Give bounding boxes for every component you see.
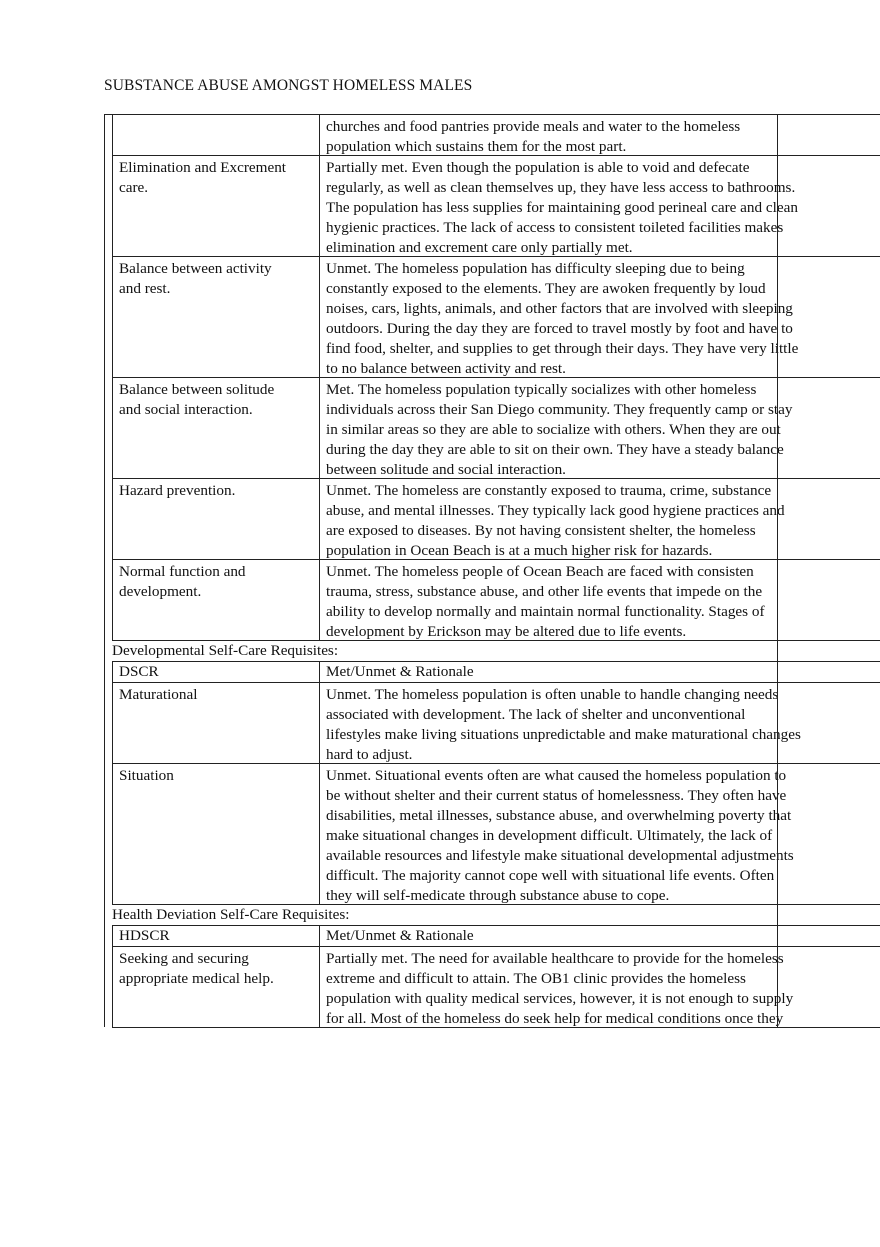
requisite-rationale-line: The population has less supplies for maintaining good perineal care and clean: [326, 199, 798, 216]
requisite-rationale-line: noises, cars, lights, animals, and other factors that are involved with sleeping: [326, 300, 793, 317]
requisite-label: [119, 685, 197, 705]
column-divider: [112, 661, 113, 682]
requisite-rationale-line: available resources and lifestyle make situational developmental adjustments: [326, 847, 794, 864]
header-divider: [112, 682, 880, 683]
requisite-label-line: Elimination and Excrement: [119, 159, 287, 176]
requisite-label: [119, 259, 272, 299]
requisite-rationale: [326, 766, 794, 906]
requisite-rationale-line: associated with development. The lack of shelter and unconventional: [326, 706, 746, 723]
requisite-rationale-line: Unmet. The homeless population has difficulty sleeping due to being: [326, 260, 745, 277]
requisite-rationale-line: difficult. The majority cannot cope well with situational life events. Often: [326, 867, 775, 884]
requisite-rationale-line: abuse, and mental illnesses. They typically lack good hygiene practices and: [326, 502, 785, 519]
requisite-label-line: appropriate medical help.: [119, 970, 274, 987]
table-row: [112, 377, 880, 378]
column-divider: [112, 478, 113, 559]
section-divider: [112, 925, 880, 926]
requisite-label-line: and social interaction.: [119, 401, 253, 418]
column-divider: [112, 925, 113, 946]
column-divider: [319, 478, 320, 559]
column-divider: [319, 256, 320, 377]
requisite-label: [119, 766, 174, 786]
requisite-rationale-line: constantly exposed to the elements. They are awoken frequently by loud: [326, 280, 766, 297]
requisite-rationale: [326, 117, 740, 157]
column-divider: [112, 559, 113, 640]
column-header: HDSCR: [119, 927, 170, 944]
requisite-rationale-line: in similar areas so they are able to socialize with others. When they are out: [326, 421, 781, 438]
requisite-label-line: Normal function and: [119, 563, 246, 580]
requisite-rationale: [326, 158, 798, 258]
requisite-rationale-line: individuals across their San Diego community. They frequently camp or stay: [326, 401, 793, 418]
table-row: [112, 478, 880, 479]
table-top-border: [104, 114, 880, 115]
requisite-label-line: care.: [119, 179, 149, 196]
requisite-rationale: [326, 949, 793, 1029]
table-row: [112, 1027, 880, 1028]
requisite-rationale-line: elimination and excrement care only partially met.: [326, 239, 633, 256]
requisite-rationale-line: lifestyles make living situations unpredictable and make maturational changes: [326, 726, 801, 743]
section-title: Developmental Self-Care Requisites:: [112, 642, 339, 659]
requisite-rationale-line: Unmet. The homeless are constantly exposed to trauma, crime, substance: [326, 482, 772, 499]
section-divider: [112, 661, 880, 662]
requisite-label-line: Situation: [119, 767, 174, 784]
column-divider: [319, 559, 320, 640]
requisite-rationale-line: population with quality medical services, however, it is not enough to supply: [326, 990, 794, 1007]
requisite-rationale-line: extreme and difficult to attain. The OB1 clinic provides the homeless: [326, 970, 746, 987]
requisite-label-line: development.: [119, 583, 202, 600]
requisite-rationale-line: during the day they are able to sit on their own. They have a steady balance: [326, 441, 784, 458]
column-divider: [112, 155, 113, 256]
requisite-rationale: [326, 562, 765, 642]
column-divider: [112, 256, 113, 377]
section-title: Health Deviation Self-Care Requisites:: [112, 906, 350, 923]
requisite-rationale-line: regularly, as well as clean themselves up, they have less access to bathrooms.: [326, 179, 796, 196]
column-header: Met/Unmet & Rationale: [326, 663, 474, 680]
requisite-label: [119, 158, 286, 198]
requisite-rationale: [326, 259, 798, 379]
requisite-rationale-line: trauma, stress, substance abuse, and other life events that impede on the: [326, 583, 763, 600]
table-row: [112, 256, 880, 257]
page-header: SUBSTANCE ABUSE AMONGST HOMELESS MALES: [104, 77, 473, 94]
column-divider: [112, 682, 113, 763]
column-divider: [319, 377, 320, 478]
table-row: [112, 763, 880, 764]
requisite-rationale-line: to no balance between activity and rest.: [326, 360, 566, 377]
column-header: Met/Unmet & Rationale: [326, 927, 474, 944]
requisite-label-line: Balance between activity: [119, 260, 272, 277]
column-divider: [112, 763, 113, 904]
requisite-label-line: Seeking and securing: [119, 950, 249, 967]
requisite-label-line: Balance between solitude: [119, 381, 275, 398]
column-divider: [319, 155, 320, 256]
requisite-rationale: [326, 481, 785, 561]
table-left-border: [104, 114, 105, 1027]
requisite-rationale-line: they will self-medicate through substance abuse to cope.: [326, 887, 670, 904]
requisite-rationale-line: Met. The homeless population typically socializes with other homeless: [326, 381, 757, 398]
requisite-rationale-line: ability to develop normally and maintain normal functionality. Stages of: [326, 603, 765, 620]
requisite-rationale-line: Unmet. The homeless population is often unable to handle changing needs: [326, 686, 779, 703]
requisite-rationale-line: hard to adjust.: [326, 746, 413, 763]
requisite-rationale-line: make situational changes in development difficult. Ultimately, the lack of: [326, 827, 773, 844]
requisite-rationale: [326, 380, 793, 480]
requisite-rationale-line: population in Ocean Beach is at a much higher risk for hazards.: [326, 542, 713, 559]
column-divider: [319, 682, 320, 763]
requisite-label-line: and rest.: [119, 280, 171, 297]
column-divider: [112, 377, 113, 478]
requisite-label: [119, 380, 274, 420]
requisite-rationale-line: Partially met. Even though the population is able to void and defecate: [326, 159, 750, 176]
requisite-rationale-line: disabilities, metal illnesses, substance abuse, and overwhelming poverty that: [326, 807, 792, 824]
requisite-rationale-line: Unmet. The homeless people of Ocean Beach are faced with consisten: [326, 563, 754, 580]
requisite-rationale-line: find food, shelter, and supplies to get through their days. They have very little: [326, 340, 799, 357]
column-divider: [112, 114, 113, 155]
requisite-rationale-line: be without shelter and their current status of homelessness. They often have: [326, 787, 787, 804]
column-divider: [319, 946, 320, 1027]
column-divider: [319, 763, 320, 904]
requisite-label: [119, 562, 246, 602]
table-row: [112, 155, 880, 156]
column-divider: [319, 114, 320, 155]
column-divider: [112, 946, 113, 1027]
column-divider: [319, 925, 320, 946]
column-divider: [319, 661, 320, 682]
requisite-label-line: Maturational: [119, 686, 198, 703]
requisite-rationale-line: are exposed to diseases. By not having consistent shelter, the homeless: [326, 522, 756, 539]
header-divider: [112, 946, 880, 947]
requisite-label-line: Hazard prevention.: [119, 482, 236, 499]
requisite-label: [119, 481, 235, 501]
requisite-rationale-line: churches and food pantries provide meals and water to the homeless: [326, 118, 741, 135]
table-row: [112, 559, 880, 560]
requisite-rationale-line: hygienic practices. The lack of access to consistent toileted facilities makes: [326, 219, 784, 236]
column-header: DSCR: [119, 663, 159, 680]
requisite-rationale-line: between solitude and social interaction.: [326, 461, 566, 478]
requisite-rationale-line: outdoors. During the day they are forced to travel mostly by foot and have to: [326, 320, 793, 337]
requisite-rationale-line: Partially met. The need for available healthcare to provide for the homeless: [326, 950, 784, 967]
requisite-rationale-line: Unmet. Situational events often are what caused the homeless population to: [326, 767, 787, 784]
requisite-rationale-line: population which sustains them for the most part.: [326, 138, 627, 155]
requisite-rationale: [326, 685, 801, 765]
requisite-rationale-line: development by Erickson may be altered due to life events.: [326, 623, 687, 640]
overlay-column-line: [777, 114, 778, 1027]
requisite-rationale-line: for all. Most of the homeless do seek help for medical conditions once they: [326, 1010, 784, 1027]
requisite-label: [119, 949, 274, 989]
